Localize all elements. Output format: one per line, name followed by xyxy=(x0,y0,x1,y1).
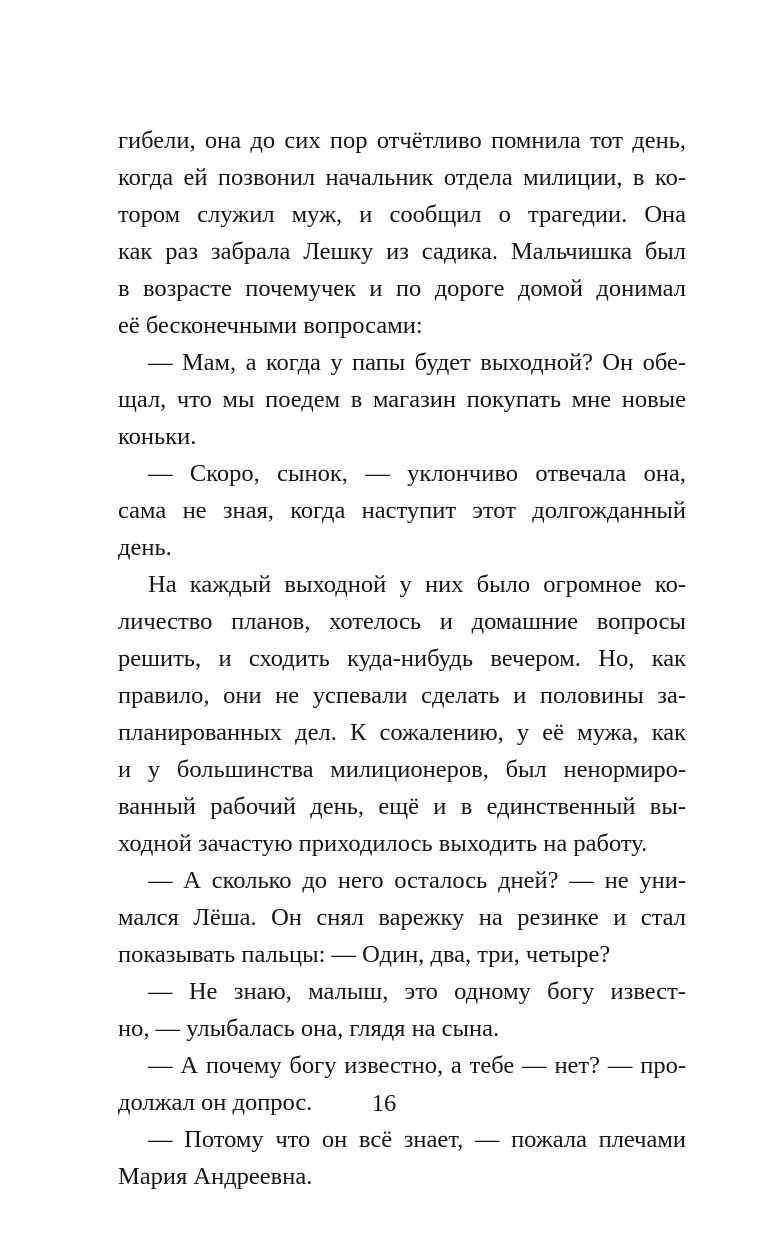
text-line: ходной зачастую приходилось выходить на работу. xyxy=(118,830,648,857)
dialogue-line: — Скоро, сынок, — уклончиво отвечала она, xyxy=(148,460,686,487)
text-line: щал, что мы поедем в магазин покупать мне новые xyxy=(118,386,686,413)
text-line: как раз забрала Лешку из садика. Мальчишка был xyxy=(118,238,686,265)
text-line: когда ей позвонил начальник отдела милиции, в ко- xyxy=(118,164,686,191)
text-line: тором служил муж, и сообщил о трагедии. Она xyxy=(118,201,686,228)
text-line: решить, и сходить куда-нибудь вечером. Но, как xyxy=(118,645,686,672)
dialogue-line: — Потому что он всё знает, — пожала плечами xyxy=(148,1126,686,1153)
text-line: в возрасте почемучек и по дороге домой донимал xyxy=(118,275,686,302)
text-line: гибели, она до сих пор отчётливо помнила тот день, xyxy=(118,127,686,154)
text-line: показывать пальцы: — Один, два, три, четыре? xyxy=(118,941,611,968)
text-line: но, — улыбалась она, глядя на сына. xyxy=(118,1015,500,1042)
text-line: должал он допрос. xyxy=(118,1089,313,1116)
text-line: планированных дел. К сожалению, у её мужа, как xyxy=(118,719,686,746)
dialogue-line: — Не знаю, малыш, это одному богу извест- xyxy=(148,978,686,1005)
text-line: ванный рабочий день, ещё и в единственный вы- xyxy=(118,793,686,820)
text-line: её бесконечными вопросами: xyxy=(118,312,423,339)
dialogue-line: — А сколько до него осталось дней? — не уни- xyxy=(148,867,686,894)
page-number: 16 xyxy=(371,1090,397,1117)
text-line: день. xyxy=(118,534,172,561)
text-line: личество планов, хотелось и домашние вопросы xyxy=(118,608,686,635)
dialogue-line: — А почему богу известно, а тебе — нет? — про- xyxy=(148,1052,686,1079)
text-line: правило, они не успевали сделать и половины за- xyxy=(118,682,686,709)
text-line: мался Лёша. Он снял варежку на резинке и стал xyxy=(118,904,686,931)
text-line: и у большинства милиционеров, был ненормиро- xyxy=(118,756,686,783)
text-line: Мария Андреевна. xyxy=(118,1163,313,1190)
text-line: сама не зная, когда наступит этот долгожданный xyxy=(118,497,686,524)
text-line: коньки. xyxy=(118,423,197,450)
paragraph-line: На каждый выходной у них было огромное ко- xyxy=(148,571,686,598)
dialogue-line: — Мам, а когда у папы будет выходной? Он обе- xyxy=(148,349,686,376)
body-text xyxy=(118,122,686,1195)
